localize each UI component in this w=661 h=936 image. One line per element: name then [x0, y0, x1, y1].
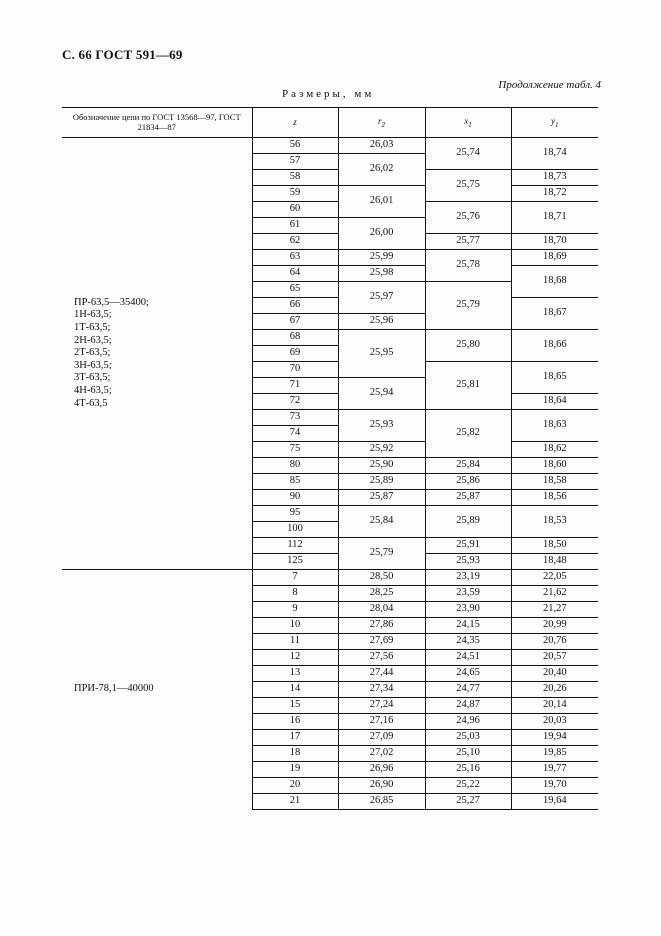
table-continuation-label: Продолжение табл. 4: [498, 79, 601, 91]
r2-cell: 28,25: [338, 586, 425, 602]
z-header-symbol: z: [293, 117, 297, 127]
y1-cell: 18,74: [511, 138, 598, 170]
y1-cell: 18,50: [511, 538, 598, 554]
z-cell: 73: [252, 410, 338, 426]
y1-cell: 20,57: [511, 650, 598, 666]
y1-cell: 20,99: [511, 618, 598, 634]
designation-text: ПРИ-78,1—40000: [74, 683, 154, 695]
z-cell: 100: [252, 522, 338, 538]
r2-cell: 28,50: [338, 570, 425, 586]
z-cell: 68: [252, 330, 338, 346]
r2-cell: 25,94: [338, 378, 425, 410]
designation-line: 2Т-63,5;: [74, 347, 111, 359]
y1-cell: 18,70: [511, 234, 598, 250]
y1-cell: 20,03: [511, 714, 598, 730]
r2-cell: 25,79: [338, 538, 425, 570]
y1-cell: 18,63: [511, 410, 598, 442]
r2-cell: 27,09: [338, 730, 425, 746]
z-cell: 64: [252, 266, 338, 282]
x1-cell: 25,87: [425, 490, 511, 506]
x1-cell: 25,84: [425, 458, 511, 474]
designation-line: 3Н-63,5;: [74, 359, 112, 371]
z-cell: 18: [252, 746, 338, 762]
y1-cell: 18,48: [511, 554, 598, 570]
r2-cell: 25,92: [338, 442, 425, 458]
group1-designation-cell: [62, 138, 252, 570]
x1-cell: 24,96: [425, 714, 511, 730]
x1-cell: 24,87: [425, 698, 511, 714]
y1-cell: 19,77: [511, 762, 598, 778]
group2-designation-cell: [62, 570, 252, 810]
x-header-symbol: x: [464, 115, 469, 126]
y1-cell: 18,72: [511, 186, 598, 202]
z-cell: 90: [252, 490, 338, 506]
z-cell: 17: [252, 730, 338, 746]
r2-cell: 27,56: [338, 650, 425, 666]
r2-cell: 27,86: [338, 618, 425, 634]
z-cell: 13: [252, 666, 338, 682]
r2-cell: 25,97: [338, 282, 425, 314]
y1-cell: 20,14: [511, 698, 598, 714]
x1-cell: 25,86: [425, 474, 511, 490]
y1-cell: 20,76: [511, 634, 598, 650]
r2-cell: 26,85: [338, 794, 425, 810]
z-cell: 12: [252, 650, 338, 666]
y-header-symbol: y: [551, 115, 555, 126]
z-cell: 75: [252, 442, 338, 458]
z-column-header: [252, 108, 338, 138]
z-cell: 7: [252, 570, 338, 586]
z-cell: 70: [252, 362, 338, 378]
table-row: [62, 570, 598, 586]
y1-cell: 19,94: [511, 730, 598, 746]
y1-cell: 21,62: [511, 586, 598, 602]
designation-line: 1Н-63,5;: [74, 309, 112, 321]
z-cell: 71: [252, 378, 338, 394]
designation-column-header: Обозначение цепи по ГОСТ 13568—97, ГОСТ 21834—87: [62, 108, 252, 138]
r2-cell: 26,96: [338, 762, 425, 778]
z-cell: 61: [252, 218, 338, 234]
r2-cell: 28,04: [338, 602, 425, 618]
x1-cell: 25,22: [425, 778, 511, 794]
z-cell: 80: [252, 458, 338, 474]
y-header-subscript: 1: [555, 120, 559, 129]
z-cell: 11: [252, 634, 338, 650]
x1-cell: 23,19: [425, 570, 511, 586]
r2-cell: 25,87: [338, 490, 425, 506]
r2-cell: 27,02: [338, 746, 425, 762]
x1-cell: 24,15: [425, 618, 511, 634]
z-cell: 19: [252, 762, 338, 778]
y1-cell: 18,66: [511, 330, 598, 362]
r-header-subscript: 2: [381, 120, 385, 129]
table-row: [62, 138, 598, 154]
r2-cell: 27,16: [338, 714, 425, 730]
z-cell: 57: [252, 154, 338, 170]
r2-cell: 26,01: [338, 186, 425, 218]
z-cell: 65: [252, 282, 338, 298]
y1-cell: 18,64: [511, 394, 598, 410]
y1-cell: 18,58: [511, 474, 598, 490]
sizes-caption: Размеры, мм: [282, 88, 375, 100]
x1-cell: 25,27: [425, 794, 511, 810]
z-cell: 8: [252, 586, 338, 602]
r2-cell: 26,90: [338, 778, 425, 794]
y1-cell: 18,53: [511, 506, 598, 538]
z-cell: 95: [252, 506, 338, 522]
z-cell: 58: [252, 170, 338, 186]
z-cell: 20: [252, 778, 338, 794]
y1-cell: 21,27: [511, 602, 598, 618]
dimensions-table: [62, 107, 598, 810]
y1-cell: 18,56: [511, 490, 598, 506]
r2-cell: 25,89: [338, 474, 425, 490]
y1-column-header: [511, 108, 598, 138]
y1-cell: 18,67: [511, 298, 598, 330]
z-cell: 85: [252, 474, 338, 490]
r2-cell: 27,34: [338, 682, 425, 698]
designation-line: 3Т-63,5;: [74, 372, 111, 384]
z-cell: 56: [252, 138, 338, 154]
x1-cell: 25,75: [425, 170, 511, 202]
z-cell: 125: [252, 554, 338, 570]
z-cell: 63: [252, 250, 338, 266]
designation-line: 2Н-63,5;: [74, 334, 112, 346]
r2-cell: 25,90: [338, 458, 425, 474]
designation-line: 4Н-63,5;: [74, 384, 112, 396]
x1-cell: 25,78: [425, 250, 511, 282]
z-cell: 10: [252, 618, 338, 634]
x1-cell: 25,77: [425, 234, 511, 250]
x1-cell: 24,35: [425, 634, 511, 650]
x1-cell: 25,03: [425, 730, 511, 746]
x1-cell: 24,77: [425, 682, 511, 698]
x-header-subscript: 1: [468, 120, 472, 129]
y1-cell: 20,40: [511, 666, 598, 682]
x1-cell: 24,51: [425, 650, 511, 666]
r2-cell: 25,93: [338, 410, 425, 442]
x1-cell: 25,74: [425, 138, 511, 170]
z-cell: 14: [252, 682, 338, 698]
y1-cell: 19,64: [511, 794, 598, 810]
x1-cell: 25,82: [425, 410, 511, 458]
z-cell: 66: [252, 298, 338, 314]
r2-cell: 26,00: [338, 218, 425, 250]
designation-line: 1Т-63,5;: [74, 322, 111, 334]
x1-column-header: [425, 108, 511, 138]
r2-cell: 25,99: [338, 250, 425, 266]
y1-cell: 19,70: [511, 778, 598, 794]
x1-cell: 25,76: [425, 202, 511, 234]
y1-cell: 18,68: [511, 266, 598, 298]
z-cell: 74: [252, 426, 338, 442]
r2-cell: 26,02: [338, 154, 425, 186]
x1-cell: 23,59: [425, 586, 511, 602]
z-cell: 9: [252, 602, 338, 618]
r2-cell: 25,95: [338, 330, 425, 378]
x1-cell: 24,65: [425, 666, 511, 682]
x1-cell: 25,10: [425, 746, 511, 762]
z-cell: 16: [252, 714, 338, 730]
designation-line: ПР-63,5—35400;: [74, 296, 149, 308]
y1-cell: 18,73: [511, 170, 598, 186]
r-header-symbol: r: [377, 115, 382, 126]
r2-cell: 27,69: [338, 634, 425, 650]
x1-cell: 23,90: [425, 602, 511, 618]
r2-cell: 26,03: [338, 138, 425, 154]
r2-cell: 27,24: [338, 698, 425, 714]
y1-cell: 18,71: [511, 202, 598, 234]
x1-cell: 25,16: [425, 762, 511, 778]
x1-cell: 25,89: [425, 506, 511, 538]
x1-cell: 25,91: [425, 538, 511, 554]
x1-cell: 25,93: [425, 554, 511, 570]
y1-cell: 18,65: [511, 362, 598, 394]
z-cell: 67: [252, 314, 338, 330]
r2-column-header: [338, 108, 425, 138]
x1-cell: 25,81: [425, 362, 511, 410]
z-cell: 59: [252, 186, 338, 202]
y1-cell: 19,85: [511, 746, 598, 762]
y1-cell: 18,62: [511, 442, 598, 458]
r2-cell: 25,96: [338, 314, 425, 330]
r2-cell: 25,98: [338, 266, 425, 282]
z-cell: 15: [252, 698, 338, 714]
y1-cell: 18,69: [511, 250, 598, 266]
y1-cell: 22,05: [511, 570, 598, 586]
z-cell: 112: [252, 538, 338, 554]
x1-cell: 25,80: [425, 330, 511, 362]
x1-cell: 25,79: [425, 282, 511, 330]
z-cell: 72: [252, 394, 338, 410]
table-header-row: [62, 108, 598, 138]
z-cell: 69: [252, 346, 338, 362]
z-cell: 60: [252, 202, 338, 218]
r2-cell: 25,84: [338, 506, 425, 538]
designation-line: 4Т-63,5: [74, 397, 108, 409]
y1-cell: 18,60: [511, 458, 598, 474]
z-cell: 21: [252, 794, 338, 810]
z-cell: 62: [252, 234, 338, 250]
page-header: С. 66 ГОСТ 591—69: [62, 47, 183, 62]
y1-cell: 20,26: [511, 682, 598, 698]
r2-cell: 27,44: [338, 666, 425, 682]
